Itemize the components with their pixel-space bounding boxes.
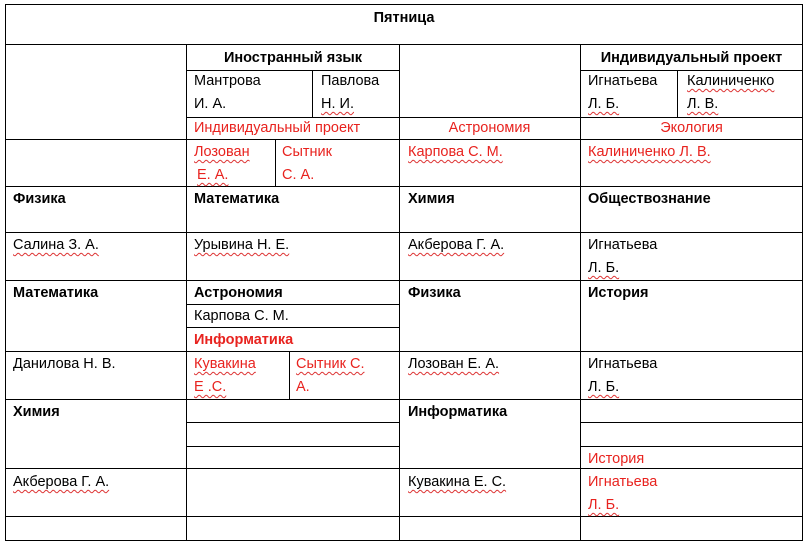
- cell-teacher-line: Е .С.: [194, 379, 227, 395]
- cell-teacher-line: Кувакина: [194, 356, 256, 372]
- cell-teacher-initials: Е. А.: [197, 167, 229, 183]
- cell-teacher-initials: С. А.: [282, 167, 315, 183]
- cell-teacher-surname: Игнатьева: [588, 474, 658, 490]
- cell-subject: Индивидуальный проект: [600, 50, 783, 66]
- cell-subject: Информатика: [194, 332, 294, 348]
- cell-subject: Астрономия: [448, 120, 531, 136]
- cell-teacher: Акберова Г. А.: [13, 474, 110, 490]
- cell-subject: Математика: [13, 285, 99, 301]
- subcolumn-divider: [275, 139, 276, 186]
- column-divider: [186, 44, 187, 541]
- cell-divider: [186, 446, 400, 447]
- table-border-top: [5, 4, 803, 5]
- cell-teacher: Салина З. А.: [13, 237, 99, 253]
- cell-teacher-initials: Л. Б.: [588, 497, 620, 513]
- table-border-bottom: [5, 540, 803, 541]
- cell-subject: Физика: [13, 191, 66, 207]
- cell-teacher: Данилова Н. В.: [13, 356, 116, 372]
- row-divider: [5, 516, 803, 517]
- cell-subject: Обществознание: [588, 191, 711, 207]
- cell-teacher: Калиниченко Л. В.: [588, 144, 711, 160]
- cell-teacher-surname: Мантрова: [194, 73, 261, 89]
- cell-teacher: Карпова С. М.: [194, 308, 289, 324]
- cell-teacher-surname: Калиниченко: [687, 73, 775, 89]
- cell-teacher: Акберова Г. А.: [408, 237, 505, 253]
- cell-subject: Иностранный язык: [223, 50, 363, 66]
- cell-subject: Индивидуальный проект: [194, 120, 361, 136]
- cell-subject: Математика: [194, 191, 280, 207]
- table-border-right: [802, 4, 803, 541]
- cell-subject: Экология: [660, 120, 723, 136]
- cell-subject: История: [588, 285, 649, 301]
- cell-teacher: Лозован Е. А.: [408, 356, 500, 372]
- subcolumn-divider: [312, 70, 313, 117]
- row-divider: [5, 280, 803, 281]
- cell-teacher-line: А.: [296, 379, 310, 395]
- row-divider: [5, 232, 803, 233]
- subcolumn-divider: [289, 351, 290, 399]
- row-divider: [5, 44, 803, 45]
- cell-teacher-initials: Л. Б.: [588, 260, 620, 276]
- cell-teacher: Кувакина Е. С.: [408, 474, 507, 490]
- cell-divider: [580, 446, 803, 447]
- cell-teacher-line: Сытник С.: [296, 356, 365, 372]
- cell-teacher-surname: Лозован: [194, 144, 250, 160]
- cell-teacher-initials: Л. В.: [687, 96, 719, 112]
- cell-subject: История: [588, 451, 645, 467]
- row-divider: [5, 399, 803, 400]
- cell-divider: [186, 422, 400, 423]
- cell-teacher-surname: Павлова: [321, 73, 380, 89]
- cell-teacher-initials: Л. Б.: [588, 96, 620, 112]
- cell-divider: [580, 422, 803, 423]
- cell-subject: Астрономия: [194, 285, 283, 301]
- table-border-left: [5, 4, 6, 541]
- cell-teacher-initials: И. А.: [194, 96, 227, 112]
- cell-teacher: Карпова С. М.: [408, 144, 503, 160]
- row-divider: [5, 351, 803, 352]
- cell-teacher-surname: Игнатьева: [588, 237, 658, 253]
- cell-subject: Информатика: [408, 404, 508, 420]
- day-title: Пятница: [373, 10, 435, 26]
- subcolumn-divider: [677, 70, 678, 117]
- cell-teacher-initials: Л. Б.: [588, 379, 620, 395]
- row-divider: [5, 186, 803, 187]
- row-divider: [5, 468, 803, 469]
- cell-subject: Физика: [408, 285, 461, 301]
- cell-teacher: Урывина Н. Е.: [194, 237, 290, 253]
- cell-teacher-surname: Игнатьева: [588, 73, 658, 89]
- cell-subject: Химия: [13, 404, 60, 420]
- cell-teacher-surname: Сытник: [282, 144, 332, 160]
- cell-teacher-surname: Игнатьева: [588, 356, 658, 372]
- cell-subject: Химия: [408, 191, 455, 207]
- cell-teacher-initials: Н. И.: [321, 96, 354, 112]
